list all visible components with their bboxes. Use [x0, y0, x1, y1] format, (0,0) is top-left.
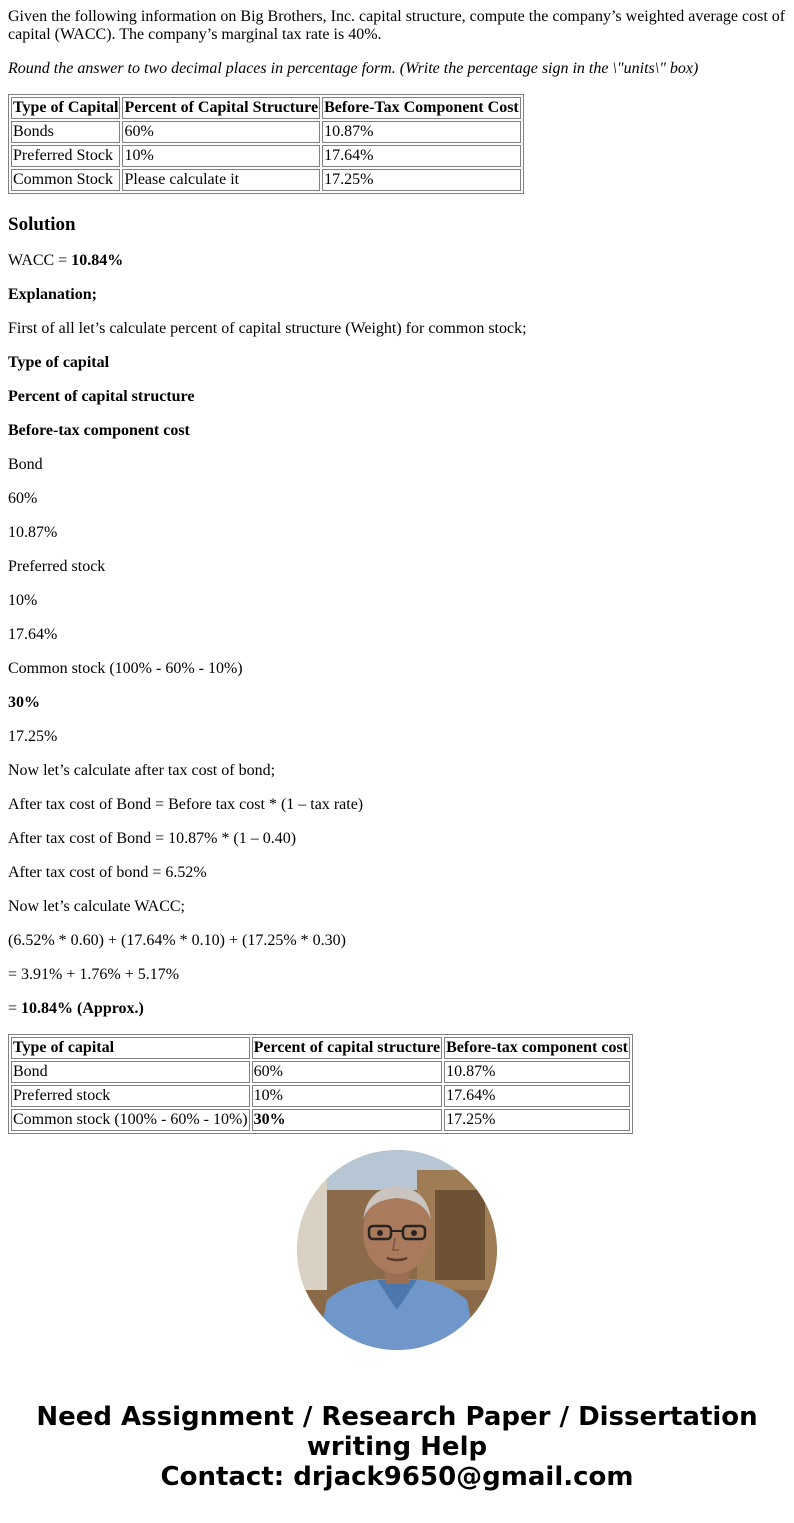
solution-table-header: Percent of capital structure	[252, 1037, 442, 1059]
table-cell: Preferred Stock	[11, 145, 120, 167]
final-prefix: =	[8, 1000, 22, 1017]
final-value: 10.84% (Approx.)	[21, 1000, 144, 1017]
question-table-header: Percent of Capital Structure	[122, 97, 320, 119]
table-cell: 60%	[122, 121, 320, 143]
table-cell: Preferred stock	[11, 1085, 250, 1107]
solution-step: 60%	[8, 490, 38, 507]
wacc-label: WACC =	[8, 252, 72, 269]
solution-step: Now let’s calculate WACC;	[8, 898, 185, 915]
question-table-header-row	[11, 97, 521, 119]
table-cell: 30%	[252, 1109, 442, 1131]
solution-step: 10.87%	[8, 524, 58, 541]
solution-step: 17.64%	[8, 626, 58, 643]
explanation-label: Explanation;	[8, 286, 97, 303]
solution-table-header-row	[11, 1037, 630, 1059]
avatar-photo-icon	[297, 1150, 497, 1350]
table-row	[11, 1109, 630, 1131]
solution-step: Now let’s calculate after tax cost of bond;	[8, 762, 276, 779]
question-table	[8, 94, 524, 194]
table-cell: 60%	[252, 1061, 442, 1083]
solution-step: 17.25%	[8, 728, 58, 745]
final-result	[8, 1000, 786, 1018]
solution-steps	[8, 354, 786, 984]
table-row	[11, 145, 521, 167]
promo-text	[0, 1402, 794, 1492]
promo-section	[0, 1150, 794, 1492]
question-instruction: Round the answer to two decimal places in percentage form. (Write the percentage sign in the \"units\" box)	[8, 60, 699, 77]
solution-step: 10%	[8, 592, 38, 609]
promo-line: Need Assignment / Research Paper / Dissertation writing Help	[36, 1402, 758, 1462]
table-cell: Common Stock	[11, 169, 120, 191]
table-cell: 10%	[122, 145, 320, 167]
solution-step: Type of capital	[8, 354, 110, 371]
table-cell: Common stock (100% - 60% - 10%)	[11, 1109, 250, 1131]
solution-step: 30%	[8, 694, 40, 711]
promo-contact: Contact: drjack9650@gmail.com	[160, 1462, 634, 1492]
avatar	[297, 1150, 497, 1350]
question-table-header: Type of Capital	[11, 97, 120, 119]
table-cell: 10.87%	[322, 121, 521, 143]
table-cell: 10%	[252, 1085, 442, 1107]
solution-step: = 3.91% + 1.76% + 5.17%	[8, 966, 180, 983]
table-cell: 10.87%	[444, 1061, 630, 1083]
solution-step: Preferred stock	[8, 558, 106, 575]
table-cell: Please calculate it	[122, 169, 320, 191]
wacc-value: 10.84%	[71, 252, 124, 269]
solution-step: Percent of capital structure	[8, 388, 195, 405]
wacc-result	[8, 252, 786, 270]
table-cell: 17.64%	[322, 145, 521, 167]
table-row	[11, 1061, 630, 1083]
explanation-line: First of all let’s calculate percent of capital structure (Weight) for common stock;	[8, 320, 527, 337]
solution-step: Before-tax component cost	[8, 422, 190, 439]
solution-step: Bond	[8, 456, 43, 473]
solution-step: Common stock (100% - 60% - 10%)	[8, 660, 243, 677]
table-row	[11, 1085, 630, 1107]
table-row	[11, 121, 521, 143]
table-cell: 17.25%	[322, 169, 521, 191]
question-text: Given the following information on Big Brothers, Inc. capital structure, compute the company’s weighted average cost of capital (WACC). The company’s marginal tax rate is 40%.	[8, 8, 786, 43]
solution-step: After tax cost of Bond = Before tax cost * (1 – tax rate)	[8, 796, 364, 813]
table-cell: Bond	[11, 1061, 250, 1083]
solution-heading: Solution	[8, 214, 76, 235]
solution-step: After tax cost of bond = 6.52%	[8, 864, 207, 881]
table-cell: Bonds	[11, 121, 120, 143]
solution-step: After tax cost of Bond = 10.87% * (1 – 0.40)	[8, 830, 297, 847]
question-table-header: Before-Tax Component Cost	[322, 97, 521, 119]
table-row	[11, 169, 521, 191]
solution-table	[8, 1034, 633, 1134]
table-cell: 17.64%	[444, 1085, 630, 1107]
solution-step: (6.52% * 0.60) + (17.64% * 0.10) + (17.25% * 0.30)	[8, 932, 346, 949]
solution-table-header: Type of capital	[11, 1037, 250, 1059]
solution-table-header: Before-tax component cost	[444, 1037, 630, 1059]
table-cell: 17.25%	[444, 1109, 630, 1131]
